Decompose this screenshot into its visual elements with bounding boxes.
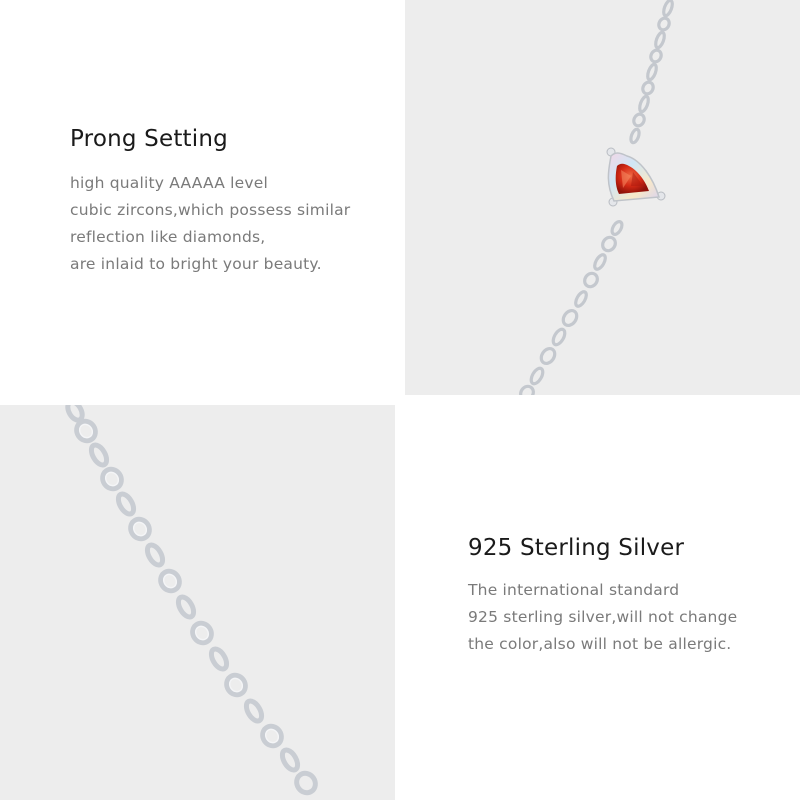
- prong-setting-line: reflection like diamonds,: [70, 228, 266, 246]
- sterling-silver-panel: [405, 405, 800, 800]
- prong-setting-description: [70, 170, 350, 278]
- prong-setting-line: high quality AAAAA level: [70, 174, 268, 192]
- chain-links: [65, 405, 319, 796]
- heart-gem-closeup-photo: [405, 0, 800, 395]
- chain-closeup-photo: [0, 405, 395, 800]
- sterling-silver-description: [468, 577, 737, 658]
- sterling-silver-line: 925 sterling silver,will not change: [468, 608, 738, 626]
- lower-chain: [518, 220, 624, 395]
- prong-setting-panel: [0, 0, 405, 395]
- sterling-silver-line: The international standard: [468, 581, 680, 599]
- sterling-silver-line: the color,also will not be allergic.: [468, 635, 732, 653]
- sterling-silver-title: 925 Sterling Silver: [468, 535, 685, 561]
- prong-setting-line: cubic zircons,which possess similar: [70, 201, 351, 219]
- heart-gem: [607, 148, 665, 206]
- prong-setting-line: are inlaid to bright your beauty.: [70, 255, 322, 273]
- heart-gem-illustration: [405, 0, 800, 395]
- prong-setting-title: Prong Setting: [70, 126, 228, 152]
- chain-illustration: [0, 405, 395, 800]
- upper-chain: [629, 0, 674, 144]
